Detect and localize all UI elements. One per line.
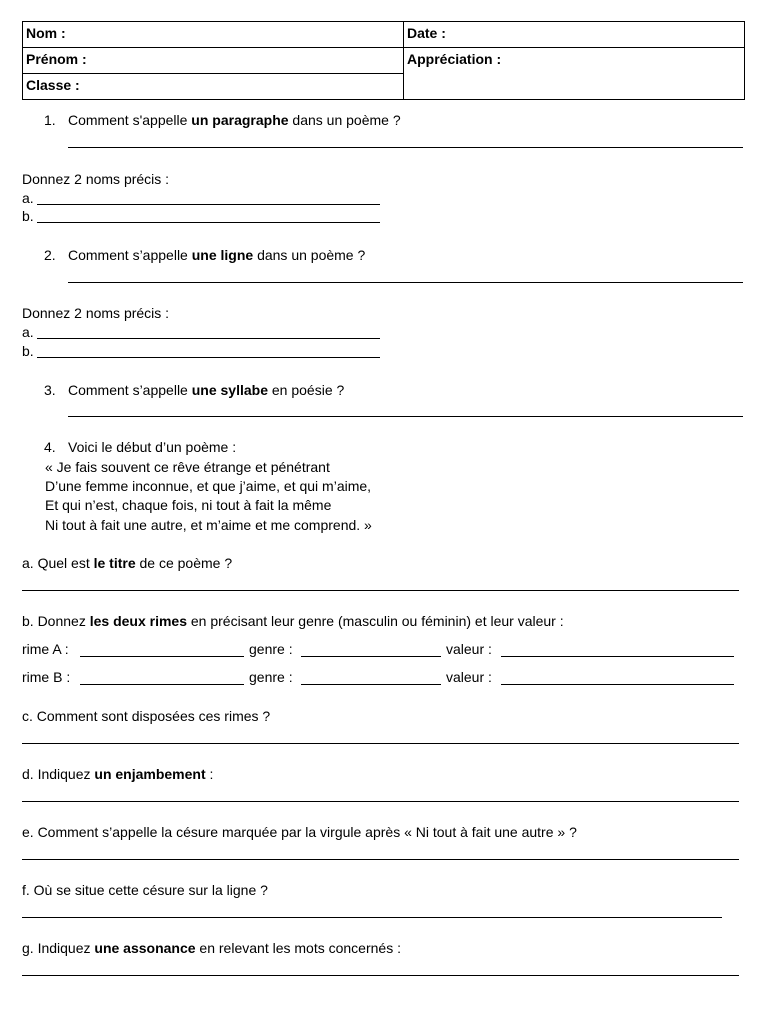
q4-number: 4. xyxy=(44,439,56,455)
qf-answer-line[interactable] xyxy=(22,917,722,918)
q3-number: 3. xyxy=(44,382,56,398)
header-table xyxy=(22,21,745,100)
classe-field[interactable] xyxy=(23,74,404,100)
genre-b-label: genre : xyxy=(249,669,293,685)
valeur-b-line[interactable] xyxy=(501,684,734,685)
qb-text: b. Donnez les deux rimes en précisant leur genre (masculin ou féminin) et leur valeur : xyxy=(22,613,564,629)
poem-line: « Je fais souvent ce rêve étrange et pénétrant xyxy=(45,459,330,475)
genre-a-label: genre : xyxy=(249,641,293,657)
nom-field[interactable] xyxy=(23,22,404,48)
q1-text: Comment s'appelle un paragraphe dans un poème ? xyxy=(68,112,401,128)
poem-line: Ni tout à fait une autre, et m’aime et me comprend. » xyxy=(45,517,372,533)
rime-b-label: rime B : xyxy=(22,669,71,685)
qe-answer-line[interactable] xyxy=(22,859,739,860)
names1-a-label: a. xyxy=(22,190,34,206)
poem-line: D’une femme inconnue, et que j’aime, et qui m’aime, xyxy=(45,478,372,494)
qf-text: f. Où se situe cette césure sur la ligne ? xyxy=(22,882,268,898)
names2-a-line[interactable] xyxy=(37,338,380,339)
q3-text: Comment s’appelle une syllabe en poésie ? xyxy=(68,382,345,398)
date-label: Date : xyxy=(407,25,446,41)
qg-answer-line[interactable] xyxy=(22,975,739,976)
genre-b-line[interactable] xyxy=(301,684,441,685)
names1-a-line[interactable] xyxy=(37,204,380,205)
date-field[interactable] xyxy=(404,22,745,48)
qa-text: a. Quel est le titre de ce poème ? xyxy=(22,555,233,571)
qd-answer-line[interactable] xyxy=(22,801,739,802)
names2-b-label: b. xyxy=(22,343,34,359)
names1-b-label: b. xyxy=(22,208,34,224)
valeur-a-line[interactable] xyxy=(501,656,734,657)
q3-answer-line[interactable] xyxy=(68,416,743,417)
poem-line: Et qui n’est, chaque fois, ni tout à fait la même xyxy=(45,497,332,513)
rime-a-label: rime A : xyxy=(22,641,69,657)
q2-text: Comment s’appelle une ligne dans un poème ? xyxy=(68,247,366,263)
q1-number: 1. xyxy=(44,112,56,128)
qe-text: e. Comment s’appelle la césure marquée par la virgule après « Ni tout à fait une autre » ? xyxy=(22,824,577,840)
qc-text: c. Comment sont disposées ces rimes ? xyxy=(22,708,271,724)
classe-label: Classe : xyxy=(26,77,80,93)
rime-a-line[interactable] xyxy=(80,656,244,657)
q2-number: 2. xyxy=(44,247,56,263)
names2-a-label: a. xyxy=(22,324,34,340)
rime-b-line[interactable] xyxy=(80,684,244,685)
q4-intro: Voici le début d’un poème : xyxy=(68,439,237,455)
appreciation-field[interactable] xyxy=(404,48,745,100)
valeur-a-label: valeur : xyxy=(446,641,492,657)
qa-answer-line[interactable] xyxy=(22,590,739,591)
qg-text: g. Indiquez une assonance en relevant les mots concernés : xyxy=(22,940,401,956)
names2-b-line[interactable] xyxy=(37,357,380,358)
prenom-label: Prénom : xyxy=(26,51,87,67)
names1-b-line[interactable] xyxy=(37,222,380,223)
prenom-field[interactable] xyxy=(23,48,404,74)
names1-prompt: Donnez 2 noms précis : xyxy=(22,171,170,187)
valeur-b-label: valeur : xyxy=(446,669,492,685)
q2-answer-line[interactable] xyxy=(68,282,743,283)
qd-text: d. Indiquez un enjambement : xyxy=(22,766,214,782)
qc-answer-line[interactable] xyxy=(22,743,739,744)
appreciation-label: Appréciation : xyxy=(407,51,502,67)
q1-answer-line[interactable] xyxy=(68,147,743,148)
genre-a-line[interactable] xyxy=(301,656,441,657)
nom-label: Nom : xyxy=(26,25,66,41)
names2-prompt: Donnez 2 noms précis : xyxy=(22,305,170,321)
